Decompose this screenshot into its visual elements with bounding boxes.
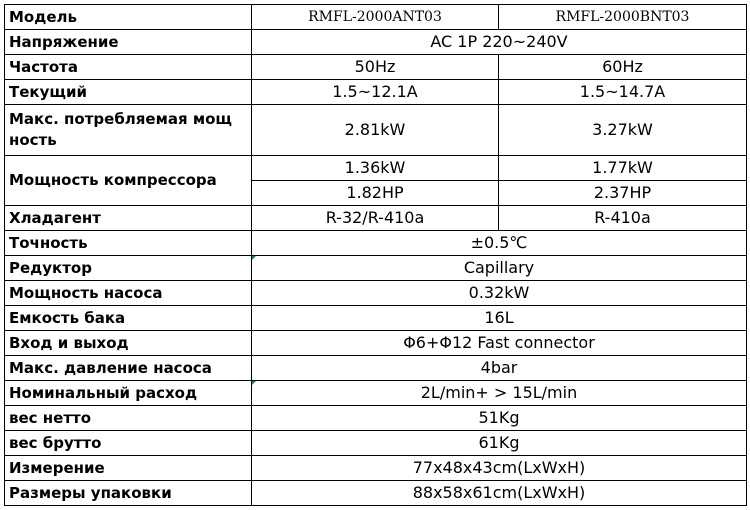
label-accuracy: Точность (5, 230, 252, 255)
value-io: Φ6+Φ12 Fast connector (252, 330, 747, 355)
value-frequency-b: 60Hz (499, 54, 747, 79)
row-net-weight (5, 405, 747, 430)
label-voltage: Напряжение (5, 29, 252, 54)
label-pump-power: Мощность насоса (5, 280, 252, 305)
value-tank: 16L (252, 305, 747, 330)
value-max-power-a: 2.81kW (252, 104, 499, 155)
label-io: Вход и выход (5, 330, 252, 355)
row-dimension (5, 455, 747, 480)
label-refrigerant: Хладагент (5, 205, 252, 230)
row-tank (5, 305, 747, 330)
value-refrigerant-a: R-32/R-410a (252, 205, 499, 230)
row-voltage (5, 29, 747, 54)
row-package (5, 480, 747, 505)
value-pump-power: 0.32kW (252, 280, 747, 305)
row-current (5, 79, 747, 104)
value-gross-weight: 61Kg (252, 430, 747, 455)
label-reducer: Редуктор (5, 255, 252, 280)
spec-table (4, 4, 747, 506)
row-gross-weight (5, 430, 747, 455)
label-compressor: Мощность компрессора (5, 156, 252, 206)
row-model (5, 5, 747, 30)
value-voltage: AC 1P 220~240V (252, 29, 747, 54)
value-net-weight: 51Kg (252, 405, 747, 430)
row-accuracy (5, 230, 747, 255)
row-reducer (5, 255, 747, 280)
value-frequency-a: 50Hz (252, 54, 499, 79)
value-compressor-hp-a: 1.82HP (252, 180, 499, 205)
value-pump-pressure: 4bar (252, 355, 747, 380)
label-net-weight: вес нетто (5, 405, 252, 430)
label-max-power: Макс. потребляемая мощ ность (5, 104, 252, 155)
row-pump-power (5, 280, 747, 305)
label-frequency: Частота (5, 54, 252, 79)
row-frequency (5, 54, 747, 79)
label-package: Размеры упаковки (5, 480, 252, 505)
value-compressor-kw-b: 1.77kW (499, 156, 747, 181)
value-flow: 2L/min+ > 15L/min (252, 380, 747, 405)
value-accuracy: ±0.5℃ (252, 230, 747, 255)
row-pump-pressure (5, 355, 747, 380)
value-current-b: 1.5~14.7A (499, 79, 747, 104)
row-io (5, 330, 747, 355)
value-compressor-hp-b: 2.37HP (499, 180, 747, 205)
label-gross-weight: вес брутто (5, 430, 252, 455)
model-b: RMFL-2000BNT03 (499, 5, 747, 30)
value-compressor-kw-a: 1.36kW (252, 156, 499, 181)
value-reducer: Capillary (252, 255, 747, 280)
value-max-power-b: 3.27kW (499, 104, 747, 155)
row-refrigerant (5, 205, 747, 230)
row-compressor-kw (5, 156, 747, 181)
label-current: Текущий (5, 79, 252, 104)
model-a: RMFL-2000ANT03 (252, 5, 499, 30)
label-flow: Номинальный расход (5, 380, 252, 405)
value-package: 88x58x61cm(LxWxH) (252, 480, 747, 505)
label-model: Модель (5, 5, 252, 30)
label-tank: Емкость бака (5, 305, 252, 330)
value-current-a: 1.5~12.1A (252, 79, 499, 104)
row-max-power (5, 104, 747, 155)
value-dimension: 77x48x43cm(LxWxH) (252, 455, 747, 480)
value-refrigerant-b: R-410a (499, 205, 747, 230)
label-pump-pressure: Макс. давление насоса (5, 355, 252, 380)
row-flow (5, 380, 747, 405)
label-dimension: Измерение (5, 455, 252, 480)
